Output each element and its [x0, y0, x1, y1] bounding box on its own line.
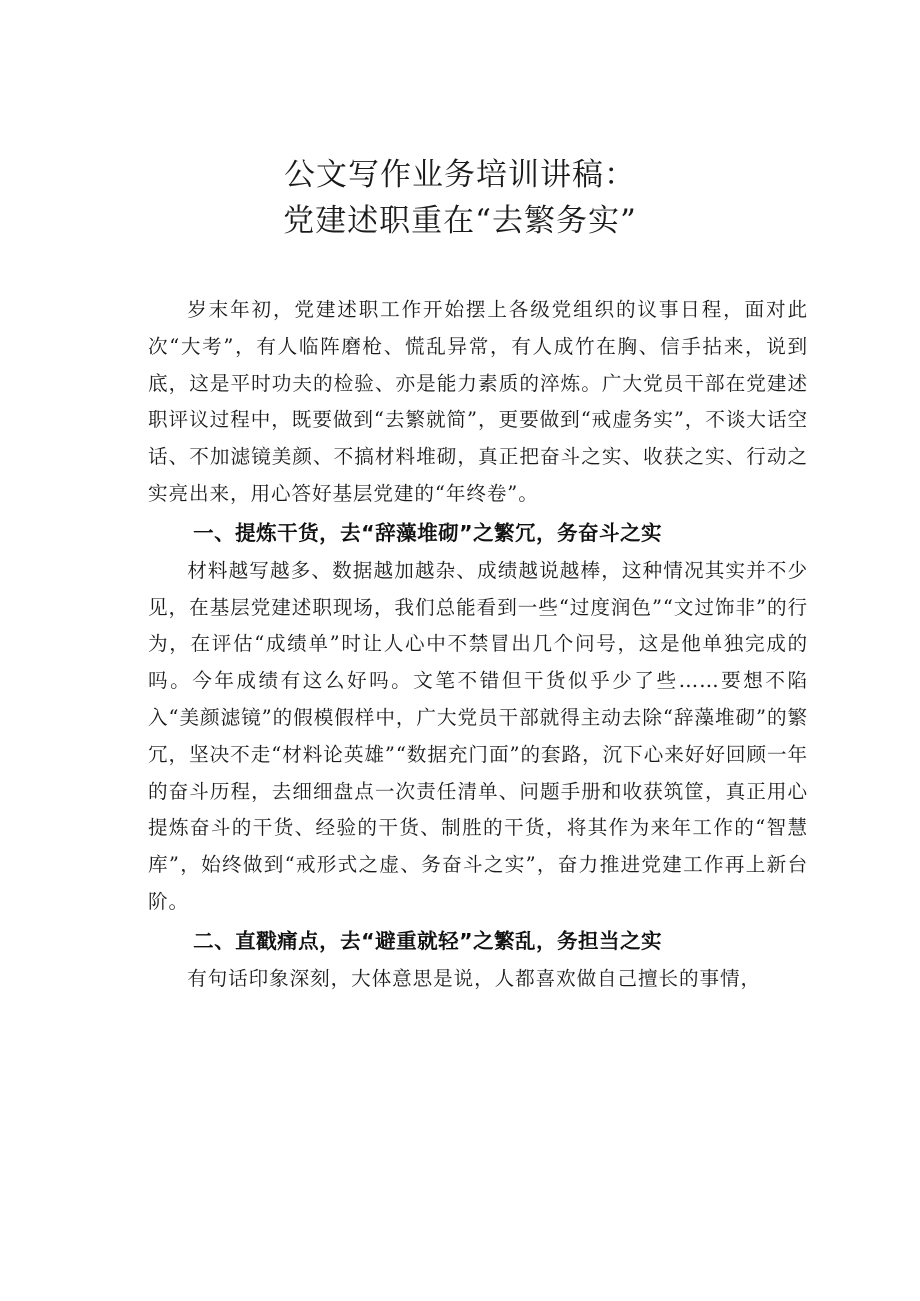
title-line-1: 公文写作业务培训讲稿： — [284, 157, 636, 193]
section-heading-2: 二、直戳痛点，去“避重就轻”之繁乱，务担当之实 — [193, 928, 663, 953]
section1-paragraph: 材料越写越多、数据越加越杂、成绩越说越棒，这种情况其实并不少见，在基层党建述职现场，我们总能看到一些“过度润色”“文过饰非”的行为，在评估“成绩单”时让人心中不禁冒出几个问号，这是他单独完成的吗。今年成绩有这么好吗。文笔不错但干货似乎少了些……要想不陷入“美颜滤镜”的假模假样中，广大党员干部就得主动去除“辞藻堆砌”的繁冗，坚决不走“材料论英雄”“数据充门面”的套路，沉下心来好好回顾一年的奋斗历程，去细细盘点一次责任清单、问题手册和收获筑筐，真正用心提炼奋斗的干货、经验的干货、制胜的干货，将其作为来年工作的“智慧库”，始终做到“戒形式之虚、务奋斗之实”，奋力推进党建工作再上新台阶。 — [148, 558, 808, 913]
document-body — [148, 292, 808, 998]
section2-paragraph: 有句话印象深刻，大体意思是说，人都喜欢做自己擅长的事情， — [187, 966, 762, 990]
document-title — [0, 152, 920, 244]
section-heading-1: 一、提炼干货，去“辞藻堆砌”之繁冗，务奋斗之实 — [193, 520, 663, 545]
intro-paragraph: 岁末年初，党建述职工作开始摆上各级党组织的议事日程，面对此次“大考”，有人临阵磨枪、慌乱异常，有人成竹在胸、信手拈来，说到底，这是平时功夫的检验、亦是能力素质的淬炼。广大党员干部在党建述职评议过程中，既要做到“去繁就简”，更要做到“戒虚务实”，不谈大话空话、不加滤镜美颜、不搞材料堆砌，真正把奋斗之实、收获之实、行动之实亮出来，用心答好基层党建的“年终卷”。 — [148, 298, 808, 505]
title-line-2: 党建述职重在“去繁务实” — [283, 203, 637, 239]
